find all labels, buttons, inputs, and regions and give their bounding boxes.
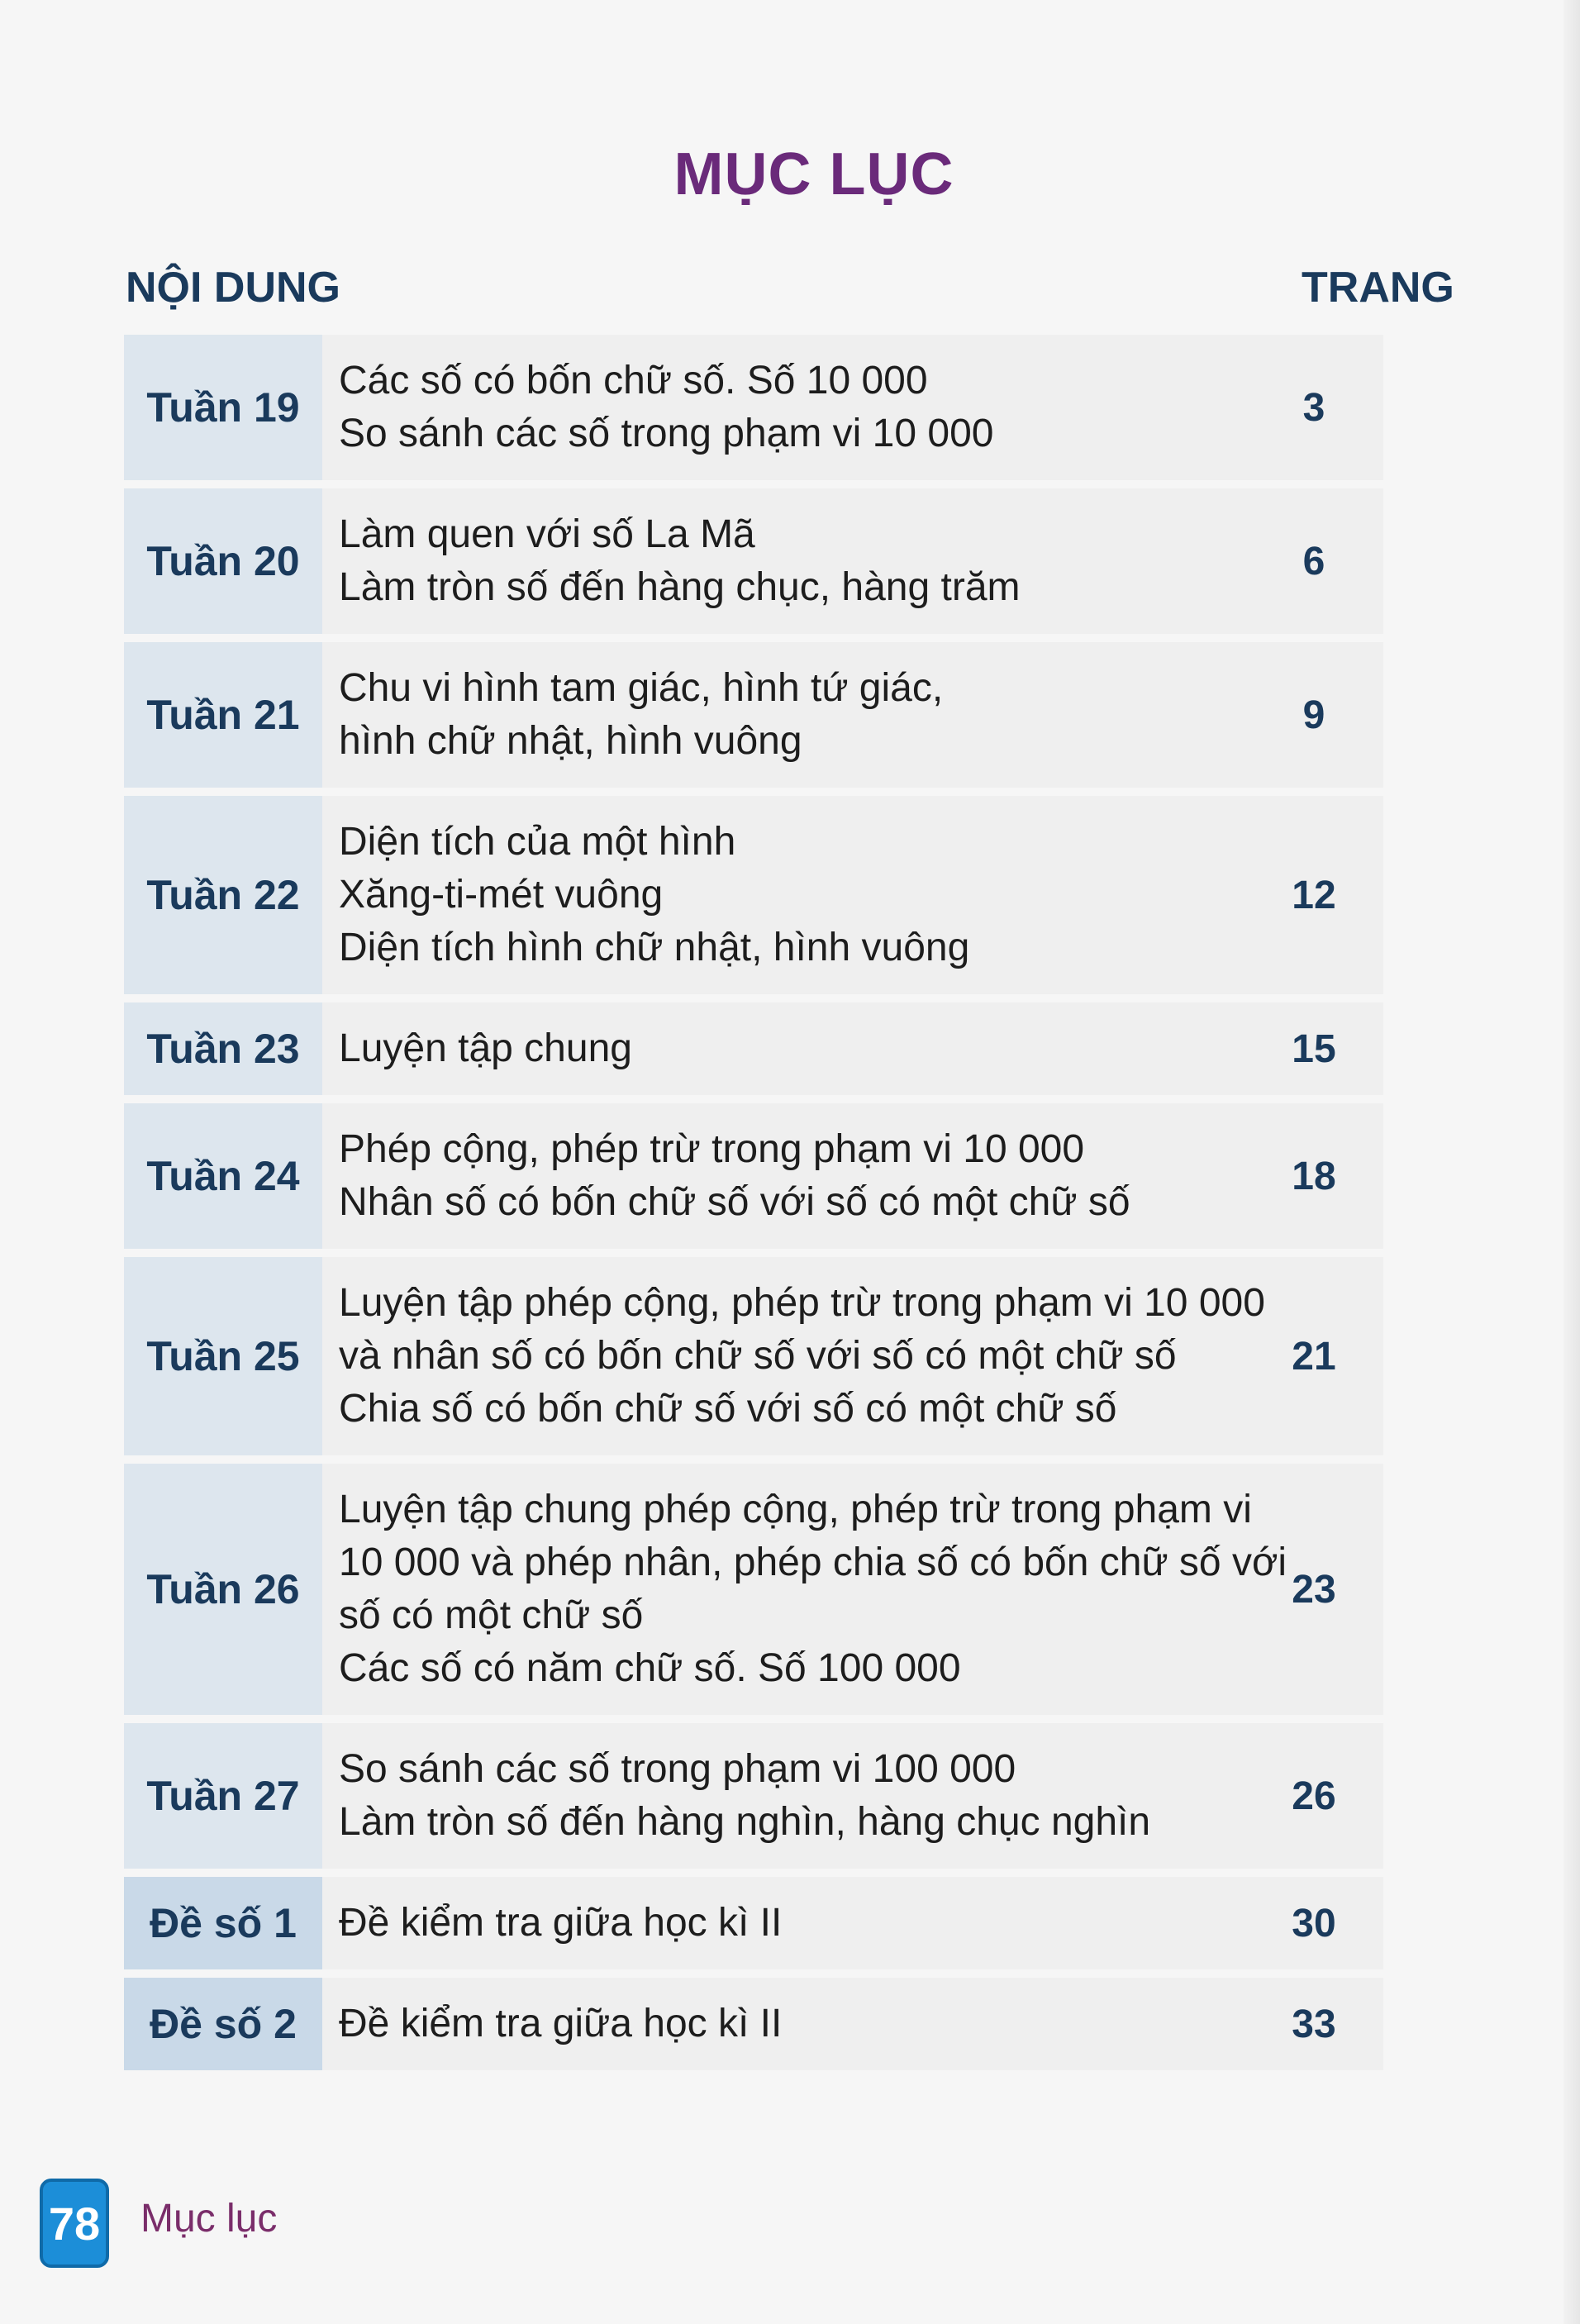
toc-row-content [322,1002,1383,1095]
toc-row-content [322,488,1383,634]
toc-row-content [322,1103,1383,1249]
toc-row-label: Đề số 1 [124,1877,322,1969]
toc-row-content [322,1877,1383,1969]
toc-page-number: 23 [1292,1567,1336,1612]
toc-row [124,1877,1339,1969]
toc-row [124,1257,1339,1455]
toc-row-lines [339,1483,1287,1695]
toc-row-lines [339,508,1264,614]
toc-line: Xăng-ti-mét vuông [339,873,664,917]
toc-row-content [322,1978,1383,2070]
toc-row-label: Tuần 27 [124,1723,322,1869]
toc-line: Chu vi hình tam giác, hình tứ giác, [339,666,944,710]
toc-row-label: Tuần 23 [124,1002,322,1095]
toc-line: Làm tròn số đến hàng chục, hàng trăm [339,565,1021,609]
toc-row-label: Tuần 26 [124,1464,322,1715]
toc-line: Diện tích của một hình [339,820,736,864]
toc-row [124,1723,1339,1869]
toc-page-number: 15 [1292,1026,1336,1071]
toc-line: Luyện tập phép cộng, phép trừ trong phạm vi 10 000 [339,1281,1265,1325]
toc-row [124,1103,1339,1249]
toc-line: Các số có năm chữ số. Số 100 000 [339,1646,961,1690]
content-column-header: NỘI DUNG [126,264,340,312]
toc-line: So sánh các số trong phạm vi 10 000 [339,412,994,455]
toc-row-content [322,1723,1383,1869]
toc-row-label: Tuần 19 [124,335,322,480]
toc-line: số có một chữ số [339,1593,644,1637]
toc-row [124,796,1339,994]
toc-page-number: 18 [1292,1154,1336,1198]
toc-row-lines [339,1277,1264,1436]
toc-page-number: 12 [1292,873,1336,917]
toc-row-content [322,642,1383,788]
toc-row-content [322,796,1383,994]
toc-line: Luyện tập chung [339,1026,632,1070]
toc-line: hình chữ nhật, hình vuông [339,719,802,763]
toc-row-content [322,335,1383,480]
toc-row-content [322,1464,1383,1715]
toc-page-number: 33 [1292,2002,1336,2046]
toc-row-label: Tuần 24 [124,1103,322,1249]
toc-row-label: Tuần 25 [124,1257,322,1455]
toc-line: 10 000 và phép nhân, phép chia số có bốn chữ số với [339,1541,1287,1584]
toc-row-lines [339,1743,1264,1849]
toc-row-lines [339,1022,1264,1075]
toc-line: Phép cộng, phép trừ trong phạm vi 10 000 [339,1127,1085,1171]
toc-row-lines [339,1123,1264,1229]
page-title: MỤC LỤC [673,141,954,207]
toc-row [124,1002,1339,1095]
toc-row-lines [339,816,1264,974]
footer-section-label: Mục lục [140,2197,278,2241]
toc-line: và nhân số có bốn chữ số với số có một chữ số [339,1334,1177,1378]
toc-line: Các số có bốn chữ số. Số 10 000 [339,359,928,402]
toc-line: Chia số có bốn chữ số với số có một chữ số [339,1387,1117,1431]
toc-line: Đề kiểm tra giữa học kì II [339,2002,783,2045]
toc-row [124,1978,1339,2070]
toc-line: Luyện tập chung phép cộng, phép trừ trong phạm vi [339,1488,1252,1531]
page-column-header: TRANG [1302,264,1454,312]
toc-line: Làm quen với số La Mã [339,512,755,556]
toc-row-label: Đề số 2 [124,1978,322,2070]
toc-line: So sánh các số trong phạm vi 100 000 [339,1747,1016,1791]
toc-row-lines [339,1998,1264,2050]
toc-page-number: 21 [1292,1334,1336,1379]
table-of-contents [124,335,1339,2079]
toc-row-lines [339,355,1264,460]
toc-page-number: 9 [1302,693,1325,737]
toc-row [124,335,1339,480]
toc-row [124,1464,1339,1715]
toc-page-number: 26 [1292,1774,1336,1818]
toc-row [124,642,1339,788]
toc-page-number: 6 [1302,539,1325,583]
toc-row [124,488,1339,634]
toc-row-lines [339,1897,1264,1950]
toc-line: Diện tích hình chữ nhật, hình vuông [339,926,970,969]
toc-row-content [322,1257,1383,1455]
toc-line: Làm tròn số đến hàng nghìn, hàng chục nghìn [339,1800,1151,1844]
toc-page-number: 30 [1292,1901,1336,1945]
toc-line: Đề kiểm tra giữa học kì II [339,1901,783,1945]
toc-line: Nhân số có bốn chữ số với số có một chữ số [339,1180,1130,1224]
toc-row-lines [339,662,1264,768]
toc-page-number: 3 [1302,385,1325,430]
toc-row-label: Tuần 22 [124,796,322,994]
page-edge [1563,0,1580,2324]
page-number-badge: 78 [40,2179,109,2268]
toc-row-label: Tuần 20 [124,488,322,634]
toc-row-label: Tuần 21 [124,642,322,788]
